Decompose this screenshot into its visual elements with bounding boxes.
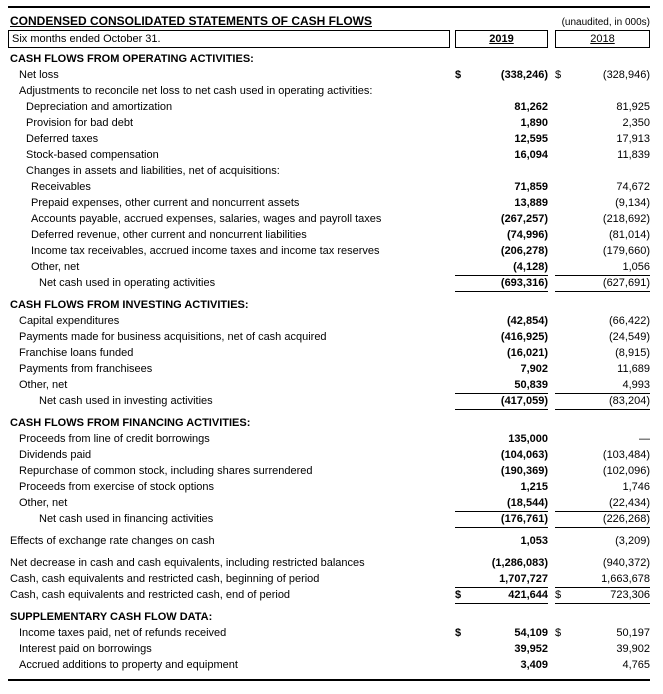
value-2019: (190,369) [500,465,548,477]
value-2018: (22,434) [609,497,650,509]
value-2018: 723,306 [610,589,650,601]
line-item-row [8,642,650,658]
value-2019: (104,063) [500,449,548,461]
value-2019: 12,595 [514,133,548,145]
period-label-box [8,30,450,48]
line-item-row [8,180,650,196]
value-2019: (18,544) [507,497,548,509]
value-2019: (417,059) [500,395,548,407]
value-2019: 39,952 [514,643,548,655]
line-item-row [8,330,650,346]
value-2018: 1,746 [622,481,650,493]
value-2018: (9,134) [615,197,650,209]
line-item-label: Net cash used in investing activities [39,395,213,407]
value-2018: 1,663,678 [601,573,650,585]
value-cell-2018 [555,164,650,180]
value-cell-2018 [555,362,650,378]
column-header-row [8,30,650,48]
value-cell-2018 [555,148,650,164]
bottom-rule [8,679,650,681]
value-2018: 4,765 [622,659,650,671]
value-2018: (218,692) [602,213,650,225]
value-2018: (179,660) [602,245,650,257]
value-cell-2018 [555,132,650,148]
value-cell-2019 [455,116,548,132]
value-cell-2019 [455,626,548,642]
value-2018: — [639,433,650,445]
value-2019: 13,889 [514,197,548,209]
value-cell-2019 [455,588,548,604]
value-2018: (328,946) [602,69,650,81]
period-label: Six months ended October 31. [12,33,161,45]
value-cell-2018 [555,180,650,196]
line-item-row [8,148,650,164]
value-cell-2019 [455,480,548,496]
value-2018: 11,839 [617,149,650,161]
line-item-label: Other, net [19,497,68,509]
value-cell-2018 [555,658,650,674]
dollar-sign: $ [555,627,562,639]
statement-section [8,416,650,528]
value-cell-2018 [555,512,650,528]
section-heading: CASH FLOWS FROM OPERATING ACTIVITIES: [10,53,254,65]
value-cell-2018 [555,496,650,512]
line-item-label: Accrued additions to property and equipment [19,659,238,671]
value-cell-2018 [555,244,650,260]
value-cell-2018 [555,212,650,228]
value-cell-2019 [455,658,548,674]
line-item-row [8,432,650,448]
value-2018: (3,209) [615,535,650,547]
value-cell-2018 [555,432,650,448]
value-2018: 17,913 [616,133,650,145]
value-2019: 7,902 [520,363,548,375]
line-item-label: Payments made for business acquisitions, net of cash acquired [19,331,327,343]
line-item-label: Net cash used in operating activities [39,277,216,289]
value-2019: 1,215 [520,481,548,493]
value-2018: 74,672 [616,181,650,193]
value-cell-2018 [555,588,650,604]
statement-body [8,52,650,674]
line-item-label: Receivables [31,181,91,193]
value-cell-2018 [555,464,650,480]
value-cell-2019 [455,496,548,512]
value-cell-2019 [455,572,548,588]
value-2019: (338,246) [500,69,548,81]
value-cell-2018 [555,276,650,292]
value-cell-2019 [455,448,548,464]
section-heading: CASH FLOWS FROM INVESTING ACTIVITIES: [10,299,249,311]
value-cell-2019 [455,84,548,100]
value-cell-2018 [555,626,650,642]
line-item-label: Effects of exchange rate changes on cash [10,535,215,547]
value-cell-2019 [455,362,548,378]
value-2018: (66,422) [609,315,650,327]
line-item-label: Stock-based compensation [26,149,159,161]
line-item-label: Other, net [31,261,80,273]
value-cell-2019 [455,164,548,180]
value-cell-2018 [555,100,650,116]
line-item-label: Prepaid expenses, other current and noncurrent assets [31,197,300,209]
value-cell-2019 [455,276,548,292]
value-2019: 16,094 [514,149,548,161]
statement-section [8,298,650,410]
line-item-row [8,534,650,550]
value-2019: (1,286,083) [491,557,548,569]
line-item-row [8,84,650,100]
value-2018: 1,056 [622,261,650,273]
line-item-row [8,68,650,84]
line-item-row [8,196,650,212]
line-item-label: Repurchase of common stock, including shares surrendered [19,465,313,477]
line-item-row [8,244,650,260]
value-2019: (693,316) [500,277,548,289]
value-2018: 50,197 [616,627,650,639]
value-cell-2019 [455,100,548,116]
value-cell-2019 [455,314,548,330]
line-item-row [8,464,650,480]
dollar-sign: $ [455,589,462,601]
line-item-label: Interest paid on borrowings [19,643,152,655]
value-2019: 1,707,727 [499,573,548,585]
dollar-sign: $ [555,69,562,81]
line-item-row [8,164,650,180]
value-cell-2018 [555,642,650,658]
line-item-row [8,116,650,132]
value-2018: (102,096) [602,465,650,477]
value-2018: (940,372) [602,557,650,569]
value-2019: 135,000 [508,433,548,445]
value-2019: 3,409 [520,659,548,671]
line-item-label: Franchise loans funded [19,347,134,359]
value-2018: 39,902 [616,643,650,655]
section-heading: CASH FLOWS FROM FINANCING ACTIVITIES: [10,417,251,429]
value-2018: 2,350 [622,117,650,129]
line-item-label: Dividends paid [19,449,92,461]
value-cell-2019 [455,148,548,164]
value-cell-2018 [555,394,650,410]
value-cell-2018 [555,572,650,588]
unaudited-note: (unaudited, in 000s) [561,17,650,28]
value-2018: (8,915) [615,347,650,359]
statement-section [8,52,650,292]
value-2018: 4,993 [622,379,650,391]
value-cell-2018 [555,534,650,550]
value-cell-2019 [455,556,548,572]
value-cell-2019 [455,378,548,394]
subtotal-row [8,276,650,292]
value-cell-2019 [455,180,548,196]
value-cell-2019 [455,346,548,362]
dollar-sign: $ [555,589,562,601]
value-cell-2019 [455,330,548,346]
value-2018: 11,689 [617,363,650,375]
statement-title: CONDENSED CONSOLIDATED STATEMENTS OF CASH FLOWS [10,14,372,28]
value-2019: 1,053 [520,535,548,547]
value-cell-2019 [455,512,548,528]
value-cell-2018 [555,196,650,212]
line-item-row [8,626,650,642]
value-cell-2018 [555,260,650,276]
line-item-row [8,658,650,674]
section-heading: SUPPLEMENTARY CASH FLOW DATA: [10,611,213,623]
dollar-sign: $ [455,69,462,81]
value-2018: (226,268) [602,513,650,525]
value-cell-2018 [555,84,650,100]
value-2019: (74,996) [507,229,548,241]
line-item-row [8,100,650,116]
value-2018: 81,925 [616,101,650,113]
value-cell-2019 [455,244,548,260]
line-item-label: Proceeds from exercise of stock options [19,481,215,493]
value-cell-2019 [455,464,548,480]
value-2019: 71,859 [514,181,548,193]
value-2019: 50,839 [514,379,548,391]
value-cell-2019 [455,260,548,276]
line-item-label: Other, net [19,379,68,391]
value-cell-2018 [555,68,650,84]
value-cell-2018 [555,330,650,346]
top-rule [8,6,650,8]
year-2019-header: 2019 [489,33,514,45]
value-2019: 1,890 [520,117,548,129]
value-cell-2019 [455,68,548,84]
value-2018: (81,014) [609,229,650,241]
value-cell-2019 [455,642,548,658]
year-2018-header: 2018 [590,33,615,45]
line-item-label: Cash, cash equivalents and restricted cash, beginning of period [10,573,320,585]
value-cell-2018 [555,556,650,572]
value-cell-2018 [555,346,650,362]
line-item-row [8,346,650,362]
value-2019: 54,109 [514,627,548,639]
value-2019: 421,644 [508,589,548,601]
value-cell-2018 [555,314,650,330]
statement-section [8,556,650,604]
line-item-label: Net loss [19,69,59,81]
line-item-label: Accounts payable, accrued expenses, salaries, wages and payroll taxes [31,213,382,225]
value-cell-2018 [555,116,650,132]
value-2019: (267,257) [500,213,548,225]
value-2019: (206,278) [500,245,548,257]
value-cell-2019 [455,432,548,448]
subtotal-row [8,588,650,604]
value-cell-2019 [455,132,548,148]
value-cell-2019 [455,212,548,228]
value-2018: (103,484) [602,449,650,461]
value-cell-2019 [455,534,548,550]
value-2019: 81,262 [514,101,548,113]
title-row [8,11,650,28]
subtotal-row [8,572,650,588]
value-cell-2018 [555,480,650,496]
line-item-label: Cash, cash equivalents and restricted cash, end of period [10,589,291,601]
value-cell-2018 [555,228,650,244]
value-2019: (4,128) [513,261,548,273]
line-item-label: Adjustments to reconcile net loss to net cash used in operating activities: [19,85,373,97]
line-item-row [8,556,650,572]
value-cell-2019 [455,228,548,244]
line-item-label: Changes in assets and liabilities, net of acquisitions: [26,165,280,177]
dollar-sign: $ [455,627,462,639]
statement-section [8,610,650,674]
line-item-label: Income tax receivables, accrued income taxes and income tax reserves [31,245,380,257]
line-item-label: Net cash used in financing activities [39,513,214,525]
line-item-label: Provision for bad debt [26,117,134,129]
subtotal-row [8,496,650,512]
line-item-row [8,448,650,464]
line-item-label: Net decrease in cash and cash equivalents, including restricted balances [10,557,365,569]
line-item-label: Income taxes paid, net of refunds received [19,627,227,639]
value-2019: (176,761) [500,513,548,525]
line-item-row [8,314,650,330]
line-item-label: Payments from franchisees [19,363,153,375]
value-2018: (83,204) [609,395,650,407]
subtotal-row [8,378,650,394]
value-cell-2018 [555,448,650,464]
line-item-row [8,362,650,378]
value-2019: (416,925) [500,331,548,343]
subtotal-row [8,512,650,528]
value-2019: (42,854) [507,315,548,327]
line-item-label: Depreciation and amortization [26,101,173,113]
line-item-row [8,228,650,244]
line-item-row [8,480,650,496]
value-2018: (24,549) [609,331,650,343]
value-2018: (627,691) [602,277,650,289]
line-item-label: Deferred revenue, other current and noncurrent liabilities [31,229,307,241]
value-2019: (16,021) [507,347,548,359]
year-2019-header-box [455,30,548,48]
value-cell-2019 [455,196,548,212]
statement-section [8,534,650,550]
subtotal-row [8,394,650,410]
line-item-label: Proceeds from line of credit borrowings [19,433,210,445]
line-item-row [8,212,650,228]
value-cell-2018 [555,378,650,394]
line-item-label: Deferred taxes [26,133,99,145]
line-item-label: Capital expenditures [19,315,120,327]
line-item-row [8,132,650,148]
year-2018-header-box [555,30,650,48]
value-cell-2019 [455,394,548,410]
subtotal-row [8,260,650,276]
